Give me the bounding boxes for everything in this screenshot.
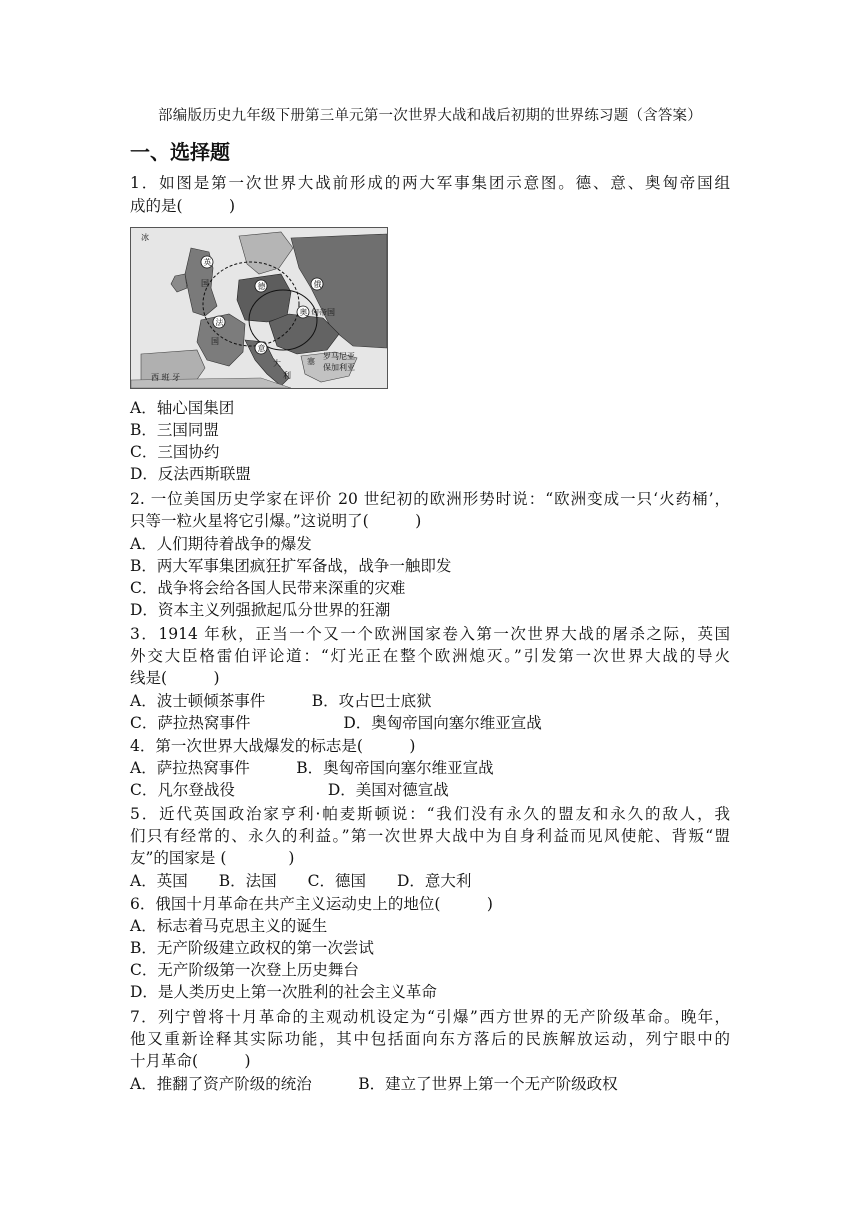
question-6-option-d: D．是人类历史上第一次胜利的社会主义革命 <box>130 983 437 1001</box>
question-1-line-1: 1．如图是第一次世界大战前形成的两大军事集团示意图。德、意、奥匈帝国组 <box>130 174 730 192</box>
question-7-line-2: 他又重新诠释其实际功能，其中包括面向东方落后的民族解放运动，列宁眼中的 <box>130 1030 730 1048</box>
map-label-ice: 冰 <box>141 233 149 242</box>
question-3-line-3: 线是( ) <box>130 669 220 687</box>
map-label-austria: 奥 <box>299 308 308 317</box>
question-2-line-2: 只等一粒火星将它引爆。”这说明了( ) <box>130 512 422 530</box>
map-label-germany: 德 <box>257 282 266 291</box>
question-2-line-1: 2. 一位美国历史学家在评价 20 世纪初的欧洲形势时说：“欧洲变成一只‘火药桶’， <box>130 490 730 508</box>
military-alliances-map <box>130 227 388 389</box>
question-3-options-cd: C．萨拉热窝事件 D．奥匈帝国向塞尔维亚宣战 <box>130 714 542 732</box>
question-4-line-1: 4．第一次世界大战爆发的标志是( ) <box>130 737 416 755</box>
document-title: 部编版历史九年级下册第三单元第一次世界大战和战后初期的世界练习题（含答案） <box>158 108 702 124</box>
question-2-option-d: D．资本主义列强掀起瓜分世界的狂潮 <box>130 601 391 619</box>
question-2-option-b: B．两大军事集团疯狂扩军备战，战争一触即发 <box>130 557 452 575</box>
question-6-option-b: B．无产阶级建立政权的第一次尝试 <box>130 939 374 957</box>
question-3-line-1: 3．1914 年秋，正当一个又一个欧洲国家卷入第一次世界大战的屠杀之际，英国 <box>130 625 730 643</box>
map-label-france: 法 <box>215 318 224 327</box>
question-6-option-c: C．无产阶级第一次登上历史舞台 <box>130 961 359 979</box>
question-2-option-a: A．人们期待着战争的爆发 <box>130 535 312 553</box>
question-7-line-1: 7．列宁曾将十月革命的主观动机设定为“引爆”西方世界的无产阶级革命。晚年， <box>130 1008 730 1026</box>
map-label-spain: 西 班 牙 <box>151 373 181 382</box>
question-1-option-a: A．轴心国集团 <box>130 399 235 417</box>
map-label-da: 大 <box>273 359 281 368</box>
map-label-romania: 罗马尼亚 <box>323 352 355 361</box>
map-label-england-guo: 国 <box>201 279 209 288</box>
map-label-serbia: 塞 <box>307 357 315 366</box>
question-6-option-a: A．标志着马克思主义的诞生 <box>130 917 328 935</box>
section-heading: 一、选择题 <box>130 140 230 164</box>
map-label-france-guo: 国 <box>211 337 219 346</box>
question-5-line-3: 友”的国家是 ( ) <box>130 849 295 867</box>
question-1-option-d: D．反法西斯联盟 <box>130 465 251 483</box>
question-3-line-2: 外交大臣格雷伯评论道：“灯光正在整个欧洲熄灭。”引发第一次世界大战的导火 <box>130 647 730 665</box>
map-label-england: 英 <box>203 258 212 267</box>
question-4-options-ab: A．萨拉热窝事件 B．奥匈帝国向塞尔维亚宣战 <box>130 759 494 777</box>
map-label-russia: 俄 <box>313 280 322 289</box>
question-4-options-cd: C．凡尔登战役 D．美国对德宣战 <box>130 781 449 799</box>
question-1-line-2: 成的是( ) <box>130 197 236 215</box>
question-2-option-c: C．战争将会给各国人民带来深重的灾难 <box>130 579 406 597</box>
map-label-li: 利 <box>283 371 291 380</box>
map-label-bulgaria: 保加利亚 <box>323 363 355 372</box>
question-1-option-c: C．三国协约 <box>130 443 220 461</box>
question-5-line-1: 5．近代英国政治家亨利·帕麦斯顿说：“我们没有永久的盟友和永久的敌人，我 <box>130 805 730 823</box>
question-5-line-2: 们只有经常的、永久的利益。”第一次世界大战中为自身利益而见风使舵、背叛“盟 <box>130 827 730 845</box>
map-label-italy: 意 <box>257 344 266 353</box>
question-5-options: A．英国 B．法国 C．德国 D．意大利 <box>130 872 472 890</box>
question-6-line-1: 6．俄国十月革命在共产主义运动史上的地位( ) <box>130 895 493 913</box>
question-1-option-b: B．三国同盟 <box>130 421 219 439</box>
question-7-line-3: 十月革命( ) <box>130 1052 251 1070</box>
map-label-austria-rest: 匈帝国 <box>311 308 335 317</box>
question-7-options-ab: A．推翻了资产阶级的统治 B．建立了世界上第一个无产阶级政权 <box>130 1075 618 1093</box>
question-3-options-ab: A．波士顿倾茶事件 B．攻占巴士底狱 <box>130 692 432 710</box>
